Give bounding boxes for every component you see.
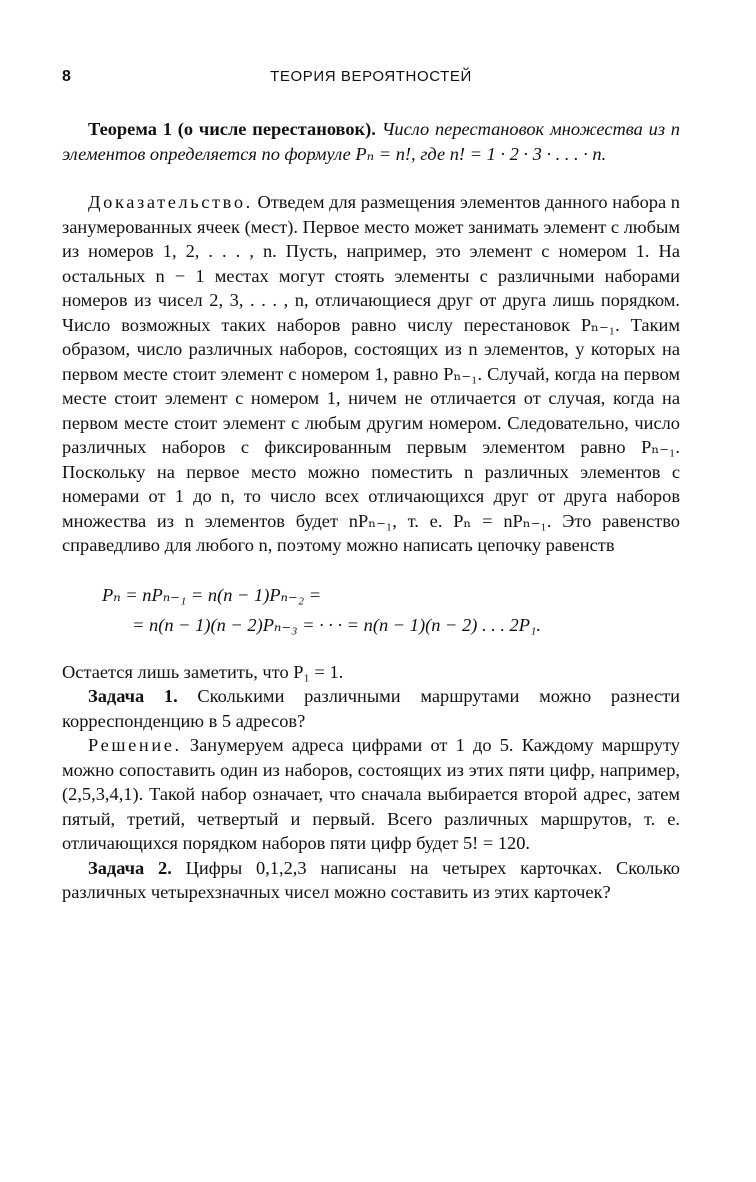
problem-2-text: Цифры 0,1,2,3 написаны на четырех карточках. Сколько различных четырехзначных чисел можно составить из этих карточек?: [62, 857, 680, 902]
proof-text: Отведем для размещения элементов данного набора n занумерованных ячеек (мест). Первое место может занимать элемент с любым из номеров 1, 2, . . . , n. Пусть, например, это элемент с номером 1. На остальных n − 1 местах могут стоять элементы с различными наборами номеров из чисел 2, 3, . . . , n, отличающиеся друг от друга лишь порядком. Число возможных таких наборов равно числу перестановок Pₙ₋₁. Таким образом, число различных наборов, состоящих из n элементов, у которых на первом месте стоит элемент с номером 1, равно Pₙ₋₁. Случай, когда на первом месте стоит элемент с номером 1, ничем не отличается от случая, когда на первом месте стоит элемент с любым другим номером. Следовательно, число различных наборов с фиксированным первым элементом равно Pₙ₋₁. Поскольку на первое место можно поместить n различных элементов с номерами от 1 до n, то число всех отличающихся друг от друга наборов множества из n элементов будет nPₙ₋₁, т. е. Pₙ = nPₙ₋₁. Это равенство справедливо для любого n, поэтому можно написать цепочку равенств: [62, 192, 680, 555]
running-title: ТЕОРИЯ ВЕРОЯТНОСТЕЙ: [270, 68, 472, 85]
equation-line-2: = n(n − 1)(n − 2)Pₙ₋₃ = · · · = n(n − 1)(n − 2) . . . 2P₁.: [132, 614, 541, 635]
solution-1-paragraph: [62, 733, 680, 856]
problem-2-paragraph: [62, 856, 680, 905]
proof-label: Доказательство.: [88, 192, 253, 212]
problem-1-label: Задача 1.: [88, 686, 178, 706]
equation-chain: [62, 580, 680, 640]
problem-1-paragraph: [62, 684, 680, 733]
problem-2-label: Задача 2.: [88, 857, 172, 878]
theorem-paragraph: [62, 117, 680, 166]
page-header: [62, 68, 680, 92]
solution-1-label: Решение.: [88, 735, 182, 755]
remark-paragraph: Остается лишь заметить, что P₁ = 1.: [62, 661, 344, 682]
page-body: [62, 117, 680, 905]
theorem-statement: Число перестановок множества из n элементов определяется по формуле Pₙ = n!, где n! = 1 · 2 · 3 · . . . · n.: [62, 119, 681, 164]
equation-line-1: Pₙ = nPₙ₋₁ = n(n − 1)Pₙ₋₂ =: [102, 584, 322, 605]
proof-paragraph: [62, 190, 680, 558]
theorem-title: Теорема 1 (о числе перестановок).: [88, 119, 376, 139]
solution-1-text: Занумеруем адреса цифрами от 1 до 5. Каждому маршруту можно сопоставить один из наборов, состоящих из этих пяти цифр, например, (2,5,3,4,1). Такой набор означает, что сначала выбирается второй адрес, затем пятый, третий, четвертый и первый. Всего различных маршрутов, т. е. отличающихся порядком наборов пяти цифр будет 5! = 120.: [62, 735, 680, 853]
problem-1-text: Сколькими различными маршрутами можно разнести корреспонденцию в 5 адресов?: [62, 686, 680, 731]
page-number: 8: [62, 68, 71, 85]
